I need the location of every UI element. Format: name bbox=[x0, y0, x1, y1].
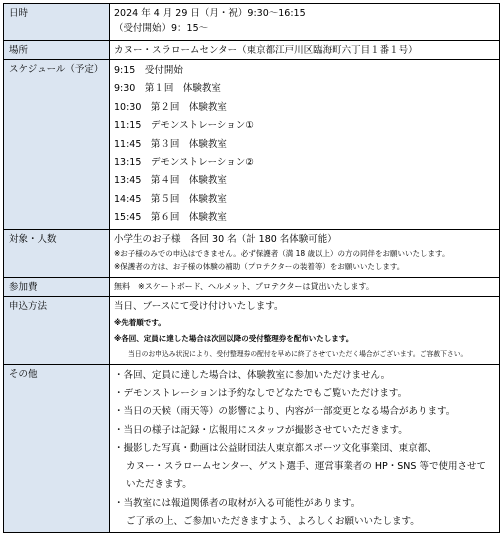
venue-row bbox=[4, 41, 500, 60]
datetime-row bbox=[4, 4, 500, 41]
schedule-item: 9:30 第１回 体験教室 bbox=[114, 83, 221, 95]
target-value bbox=[110, 229, 500, 277]
schedule-item: 13:45 第４回 体験教室 bbox=[114, 175, 227, 187]
venue-label: 場所 bbox=[4, 41, 110, 60]
apply-text: 当日、ブースにて受け付けいたします。 bbox=[114, 300, 284, 312]
schedule-item: 11:45 第３回 体験教室 bbox=[114, 138, 227, 150]
fee-label: 参加費 bbox=[4, 277, 110, 296]
other-line: ・デモンストレーションは予約なしでどなたでもご覧いただけます。 bbox=[114, 387, 408, 399]
other-value bbox=[110, 364, 500, 533]
target-note: ※お子様のみでの申込はできません。必ず保護者（満 18 歳以上）の方の同伴をお願いいたします。 bbox=[114, 248, 450, 258]
event-info-table bbox=[3, 3, 500, 533]
apply-note: ※各回、定員に達した場合は次回以降の受付整理券を配布いたします。 bbox=[114, 333, 354, 343]
other-row bbox=[4, 364, 500, 533]
schedule-item: 14:45 第５回 体験教室 bbox=[114, 193, 227, 205]
target-label: 対象・人数 bbox=[4, 229, 110, 277]
datetime-value bbox=[110, 4, 500, 41]
apply-label: 申込方法 bbox=[4, 296, 110, 364]
schedule-item: 11:15 デモンストレーション① bbox=[114, 120, 254, 132]
other-line: ご了承の上、ご参加いただきますよう、よろしくお願いいたします。 bbox=[126, 516, 420, 528]
other-line: カヌー・スラロームセンター、ゲスト選手、運営事業者の HP・SNS 等で使用させて bbox=[126, 461, 486, 473]
venue-text: カヌー・スラロームセンター（東京都江戸川区臨海町六丁目１番１号） bbox=[114, 45, 418, 56]
fee-text: 無料 ※スケートボード、ヘルメット、プロテクターは貸出いたします。 bbox=[114, 281, 374, 291]
other-line: ・当教室には報道関係者の取材が入る可能性があります。 bbox=[114, 497, 361, 509]
apply-row bbox=[4, 296, 500, 364]
datetime-line: 2024 年 4 月 29 日（月・祝）9:30〜16:15 bbox=[114, 8, 306, 19]
schedule-row bbox=[4, 60, 500, 230]
fee-row bbox=[4, 277, 500, 296]
target-row bbox=[4, 229, 500, 277]
target-note: ※保護者の方は、お子様の体験の補助（プロテクターの装着等）をお願いいたします。 bbox=[114, 261, 405, 271]
apply-note: ※先着順です。 bbox=[114, 317, 166, 327]
datetime-label: 日時 bbox=[4, 4, 110, 41]
target-text: 小学生のお子様 各回 30 名（計 180 名体験可能） bbox=[114, 233, 337, 245]
schedule-list bbox=[110, 60, 500, 230]
venue-value bbox=[110, 41, 500, 60]
schedule-item: 15:45 第６回 体験教室 bbox=[114, 212, 227, 224]
schedule-item: 9:15 受付開始 bbox=[114, 65, 183, 76]
schedule-label: スケジュール（予定） bbox=[4, 60, 110, 230]
apply-value bbox=[110, 296, 500, 364]
other-label: その他 bbox=[4, 364, 110, 533]
fee-value bbox=[110, 277, 500, 296]
apply-note: 当日のお申込み状況により、受付整理券の配付を早めに終了させていただく場合がございます。ご容赦下さい。 bbox=[128, 349, 468, 358]
other-line: ・当日の天候（雨天等）の影響により、内容が一部変更となる場合があります。 bbox=[114, 406, 456, 418]
other-line: ・各回、定員に達した場合は、体験教室に参加いただけません。 bbox=[114, 369, 391, 381]
other-line: いただきます。 bbox=[126, 479, 192, 491]
schedule-item: 10:30 第２回 体験教室 bbox=[114, 101, 227, 113]
other-line: ・撮影した写真・動画は公益財団法人東京都スポーツ文化事業団、東京都、 bbox=[114, 442, 437, 454]
schedule-item: 13:15 デモンストレーション② bbox=[114, 157, 254, 169]
other-line: ・当日の様子は記録・広報用にスタッフが撮影させていただきます。 bbox=[114, 424, 408, 436]
reception-start-line: （受付開始）9：15〜 bbox=[114, 23, 209, 34]
